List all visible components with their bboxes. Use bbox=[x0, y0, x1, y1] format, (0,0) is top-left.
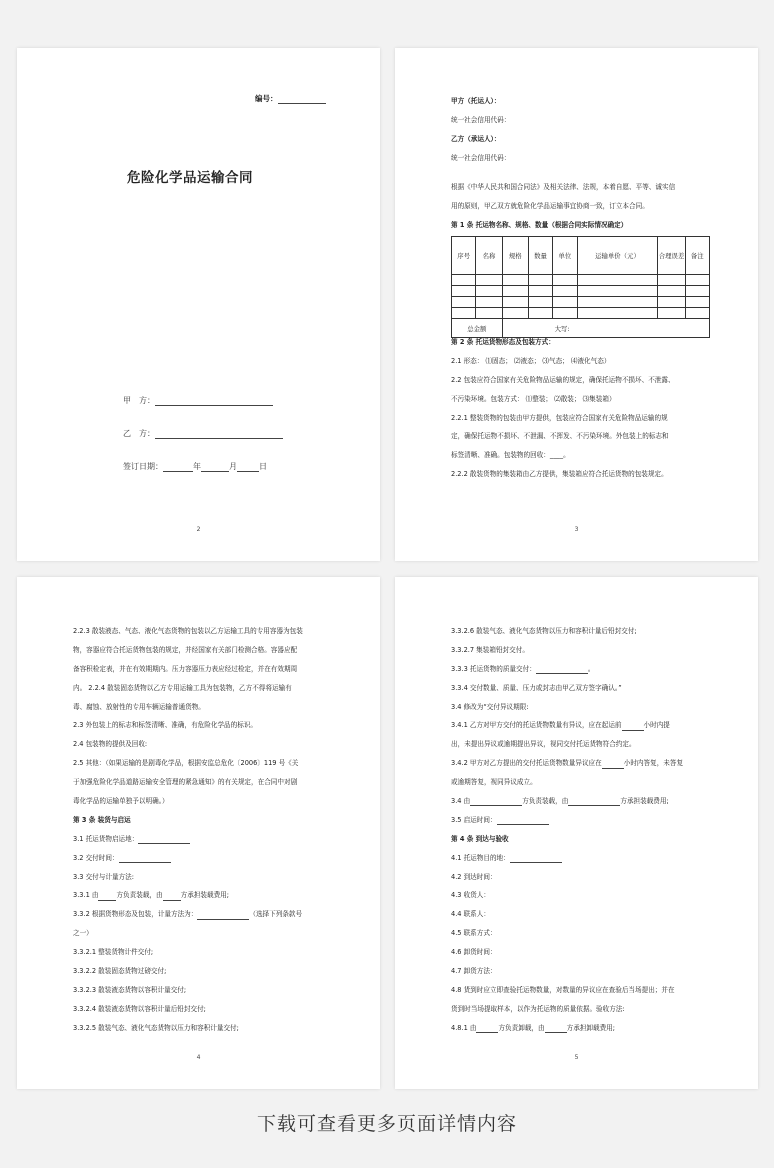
clause-3-3-4: 3.3.4 交付数量、质量、压力或封志由甲乙双方签字确认。” bbox=[451, 683, 622, 692]
article-3-heading: 第 3 条 装货与启运 bbox=[73, 815, 131, 824]
intro-line-2: 用的原则，甲乙双方就危险化学品运输事宜协商一致，订立本合同。 bbox=[451, 201, 649, 210]
clause-2-4: 2.4 包装物的提供及回收: bbox=[73, 740, 148, 749]
clause-3-4-2: 3.4.2 甲方对乙方提出的交付托运货物数量异议应在 小时内答复，未答复 bbox=[451, 759, 684, 768]
th-price: 运输单价（元） bbox=[577, 237, 658, 275]
amount-daxie-label: 大写: bbox=[502, 319, 709, 338]
party-b-sign-line: 乙 方： bbox=[123, 428, 283, 439]
page-number: 4 bbox=[196, 1054, 201, 1061]
clause-3-4: 3.4 修改为“交付异议期限: bbox=[451, 702, 529, 711]
clause-2-2-4-line2: 毒、腐蚀、放射性的专用车辆运输普通货物。 bbox=[73, 702, 205, 711]
article-4-heading: 第 4 条 到达与验收 bbox=[451, 834, 509, 843]
clause-4-5: 4.5 联系方式： bbox=[451, 929, 497, 938]
th-unit: 单位 bbox=[553, 237, 577, 275]
total-amount-label: 总金额 bbox=[452, 319, 503, 338]
page-number: 5 bbox=[574, 1054, 579, 1061]
clause-4-7: 4.7 卸货方法： bbox=[451, 967, 497, 976]
clause-3-3-2-5: 3.3.2.5 散装气态、液化气态货物以压力和容积计量交付; bbox=[73, 1023, 239, 1032]
clause-2-3: 2.3 外包装上的标志和标签清晰、准确，有危险化学品的标识。 bbox=[73, 721, 258, 730]
clause-4-8-line1: 4.8 货到时应立即查验托运物数量，对数量的异议应在查验后当场提出；并在 bbox=[451, 985, 675, 994]
table-total-row bbox=[452, 319, 710, 338]
party-a-heading: 甲方（托运人）： bbox=[451, 97, 501, 105]
clause-2-1: 2.1 形态： ⑴固态； ⑵液态； ⑶气态； ⑷液化气态） bbox=[451, 356, 611, 365]
table-row bbox=[452, 275, 710, 286]
page-parties bbox=[395, 48, 758, 561]
clause-2-2-4-line: 内。 2.2.4 散装固态货物以乙方专用运输工具为包装物，乙方不得将运输有 bbox=[73, 683, 292, 692]
goods-table bbox=[451, 236, 710, 338]
clause-3-1: 3.1 托运货物启运地： bbox=[73, 835, 353, 844]
contract-number-label: 编号： bbox=[255, 93, 326, 104]
clause-2-2-1-line3: 标签清晰、准确。包装物的回收：____。 bbox=[451, 451, 570, 460]
clause-3-3-1: 3.3.1 由 方负责装载，由 方承担装载费用; bbox=[73, 891, 230, 900]
clause-2-2-line1: 2.2 包装应符合国家有关危险物品运输的规定，确保托运物不损坏、不泄露、 bbox=[451, 375, 675, 384]
party-a-sign-line: 甲 方： bbox=[123, 395, 273, 406]
clause-4-1: 4.1 托运物目的地： bbox=[451, 854, 731, 863]
th-index: 序号 bbox=[452, 237, 476, 275]
th-tolerance: 合理误差 bbox=[658, 237, 685, 275]
clause-4-3: 4.3 收货人： bbox=[451, 891, 490, 900]
clause-2-2-3-line2: 物，容器应符合托运货物包装的规定，并经国家有关部门检测合格。容器应配 bbox=[73, 645, 298, 654]
clause-4-8-line2: 货到时当场提取样本，以作为托运物的质量依据。验收方法: bbox=[451, 1004, 625, 1013]
clause-4-2: 4.2 到达时间： bbox=[451, 872, 497, 881]
clause-2-2-1-line2: 定，确保托运物不损坏、不泄漏、不挥发、不污染环境。外包装上的标志和 bbox=[451, 432, 669, 441]
clause-3-3-2-3: 3.3.2.3 散装液态货物以容积计量交付; bbox=[73, 985, 187, 994]
clause-4-4: 4.4 联系人： bbox=[451, 910, 490, 919]
table-row bbox=[452, 297, 710, 308]
credit-code-b: 统一社会信用代码： bbox=[451, 153, 511, 162]
clause-3-4b: 3.4 由 方负责装载，由 方承担装载费用; bbox=[451, 797, 669, 806]
clause-3-3-2-7: 3.3.2.7 集装箱铅封交付。 bbox=[451, 645, 529, 654]
clause-3-2: 3.2 交付时间： bbox=[73, 854, 353, 863]
th-name: 名称 bbox=[476, 237, 502, 275]
th-remark: 备注 bbox=[685, 237, 709, 275]
clause-3-4-2-cont: 或逾期答复，视同异议成立。 bbox=[451, 778, 537, 787]
page-loading bbox=[17, 577, 380, 1089]
page-number: 2 bbox=[196, 526, 201, 533]
clause-3-3: 3.3 交付与计量方法: bbox=[73, 872, 134, 881]
party-b-heading: 乙方（承运人）： bbox=[451, 134, 501, 143]
contract-title: 危险化学品运输合同 bbox=[127, 170, 253, 186]
clause-3-3-3: 3.3.3 托运货物的质量交付： 。 bbox=[451, 664, 595, 673]
page-number: 3 bbox=[574, 526, 579, 533]
clause-2-5-line2: 于加强危险化学品道路运输安全管理的紧急通知》的有关规定，在合同中对剧 bbox=[73, 778, 298, 787]
clause-3-4-1: 3.4.1 乙方对甲方交付的托运货物数量有异议，应在起运前 小时内提 bbox=[451, 721, 670, 730]
table-header-row bbox=[452, 237, 710, 275]
clause-2-2-2: 2.2.2 散装货物的集装箱由乙方提供，集装箱应符合托运货物的包装规定。 bbox=[451, 470, 668, 479]
clause-3-3-2-6: 3.3.2.6 散装气态、液化气态货物以压力和容积计量后铅封交付; bbox=[451, 627, 637, 635]
clause-3-3-2-2: 3.3.2.2 散装固态货物过磅交付; bbox=[73, 967, 167, 976]
clause-2-2-1-line1: 2.2.1 整装货物的包装由甲方提供，包装应符合国家有关危险物品运输的规 bbox=[451, 413, 668, 422]
page-delivery bbox=[395, 577, 758, 1089]
clause-2-2-3-line3: 备容积检定表，并在有效期期内。压力容器压力表应经过检定，并在有效期周 bbox=[73, 664, 298, 673]
page-cover bbox=[17, 48, 380, 561]
clause-2-2-3-line1: 2.2.3 散装液态、气态、液化气态货物的包装以乙方运输工具的专用容器为包装 bbox=[73, 627, 303, 635]
clause-3-4-1-cont: 出，未提出异议或逾期提出异议，视同交付托运货物符合约定。 bbox=[451, 740, 636, 749]
th-spec: 规格 bbox=[502, 237, 528, 275]
clause-2-2-line2: 不污染环境。包装方式： ⑴整装； ⑵散装； ⑶集装箱） bbox=[451, 394, 616, 403]
clause-3-3-2-cont: 之一） bbox=[73, 929, 93, 938]
clause-4-8-1: 4.8.1 由 方负责卸载，由 方承担卸载费用; bbox=[451, 1023, 616, 1032]
clause-3-5: 3.5 启运时间： bbox=[451, 816, 731, 825]
sign-date-line: 签订日期： 年 月 日 bbox=[123, 462, 267, 471]
article-2-heading: 第 2 条 托运货物形态及包装方式： bbox=[451, 338, 555, 346]
intro-line-1: 根据《中华人民共和国合同法》及相关法律、法规，本着自愿、平等、诚实信 bbox=[451, 182, 676, 191]
th-qty: 数量 bbox=[528, 237, 552, 275]
table-row bbox=[452, 308, 710, 319]
clause-3-3-2-4: 3.3.2.4 散装液态货物以容积计量后铅封交付; bbox=[73, 1004, 206, 1013]
clause-3-3-2: 3.3.2 根据货物形态及包装，计量方法为： （选择下列条款号 bbox=[73, 910, 303, 919]
credit-code-a: 统一社会信用代码： bbox=[451, 115, 511, 124]
clause-2-5-line1: 2.5 其他：（如果运输的是剧毒化学品，根据安监总危化〔2006〕119 号《关 bbox=[73, 759, 299, 768]
download-more-prompt[interactable]: 下载可查看更多页面详情内容 bbox=[256, 1113, 517, 1135]
clause-3-3-2-1: 3.3.2.1 整装货物计件交付; bbox=[73, 948, 154, 957]
clause-2-5-line3: 毒化学品的运输单独予以明确。） bbox=[73, 797, 169, 806]
clause-4-6: 4.6 卸货时间： bbox=[451, 948, 497, 957]
table-row bbox=[452, 286, 710, 297]
article-1-heading: 第 1 条 托运物名称、规格、数量（根据合同实际情况确定） bbox=[451, 220, 628, 229]
